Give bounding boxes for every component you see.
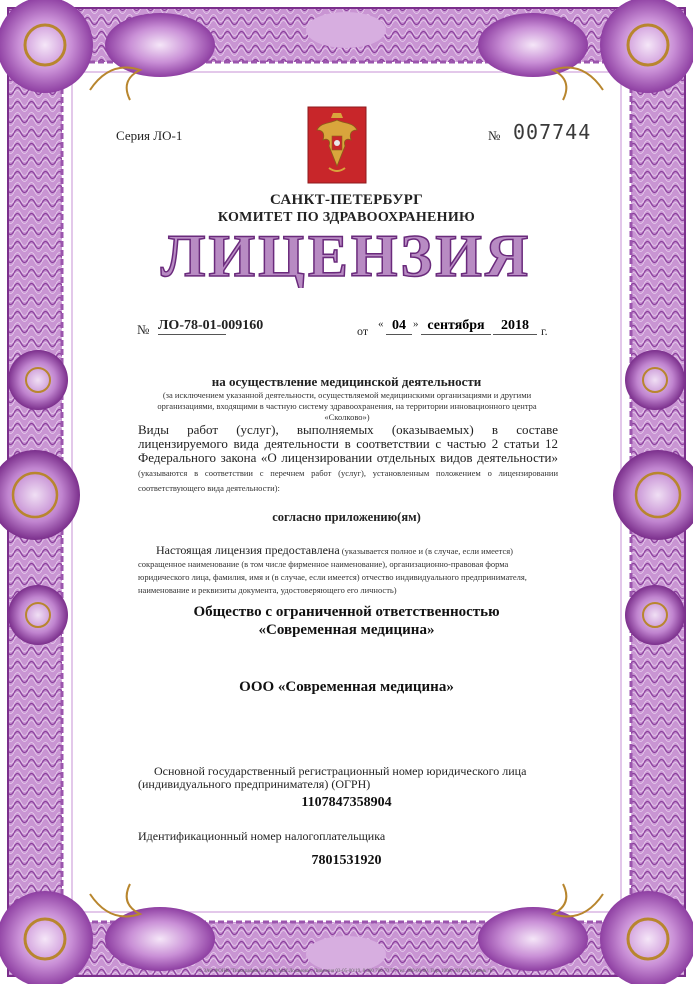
license-number-label: № [137,322,150,337]
year-suffix: г. [541,324,548,338]
number-sign: № [488,128,501,143]
activity-heading: на осуществление медицинской деятельности [211,374,482,389]
date-quote-open: « [378,318,384,330]
license-title [0,222,693,288]
license-title-text: ЛИЦЕНЗИЯ [160,223,532,288]
date-quote-close: » [413,318,419,330]
committee-heading: КОМИТЕТ ПО ЗДРАВООХРАНЕНИЮ [217,210,476,225]
granted-paragraph [138,544,558,597]
ogrn-label: Основной государственный регистрационный номер юридического лица (индивидуального предпринимателя) (ОГРН) [138,764,527,791]
inn-value: 7801531920 [311,853,382,868]
granted-text: Настоящая лицензия предоставлена [156,543,340,557]
printer-imprint: © ЗАО ФОНК "Типография №12 им. М.И.Лоханова", Лицензия 03-05-00/19, 8 800 700 70 77, тел. 600-00-00, Тир. 1000, 2017 г. Уровень "Б" [198,969,495,974]
inn-label: Идентификационный номер налогоплательщика [138,829,386,843]
organization-short-name: ООО «Современная медицина» [239,679,454,695]
form-number: 007744 [513,120,592,144]
license-number: ЛО-78-01-009160 [158,318,264,333]
coat-of-arms-icon [307,106,367,184]
ogrn-value: 1107847358904 [301,795,392,810]
date-prefix: от [357,324,369,338]
license-year: 2018 [493,318,537,335]
city-heading: САНКТ-ПЕТЕРБУРГ [270,192,423,208]
organization-full-name-line1: Общество с ограниченной ответственностью [193,604,500,620]
series-label: Серия ЛО-1 [116,128,183,143]
granted-note: (указывается полное и (в случае, если имеется) сокращенное наименование (в том числе фирменное наименование), организационно-правовая форма юридического лица, фамилия, имя и (в случае, если имеется) отчество индивидуального предпринимателя, наименование и реквизиты документа, удостоверяющего его личность) [138,546,527,595]
organization-full-name-line2: «Современная медицина» [258,622,435,638]
license-day: 04 [386,318,412,335]
according-appendix: согласно приложению(ям) [272,510,421,524]
works-paragraph [138,423,558,495]
activity-note: (за исключением указанной деятельности, осуществляемой медицинскими организациями и другими организациями, входящими в частную систему здравоохранения, на территории инновационного центра «Сколково») [157,390,537,422]
works-note: (указываются в соответствии с перечнем работ (услуг), установленным положением о лицензировании соответствующего вида деятельности): [138,468,558,493]
works-text: Виды работ (услуг), выполняемых (оказываемых) в составе лицензируемого вида деятельности в соответствии с частью 2 статьи 12 Федерального закона «О лицензировании отдельных видов деятельности» [138,422,558,465]
license-month: сентября [421,318,491,335]
